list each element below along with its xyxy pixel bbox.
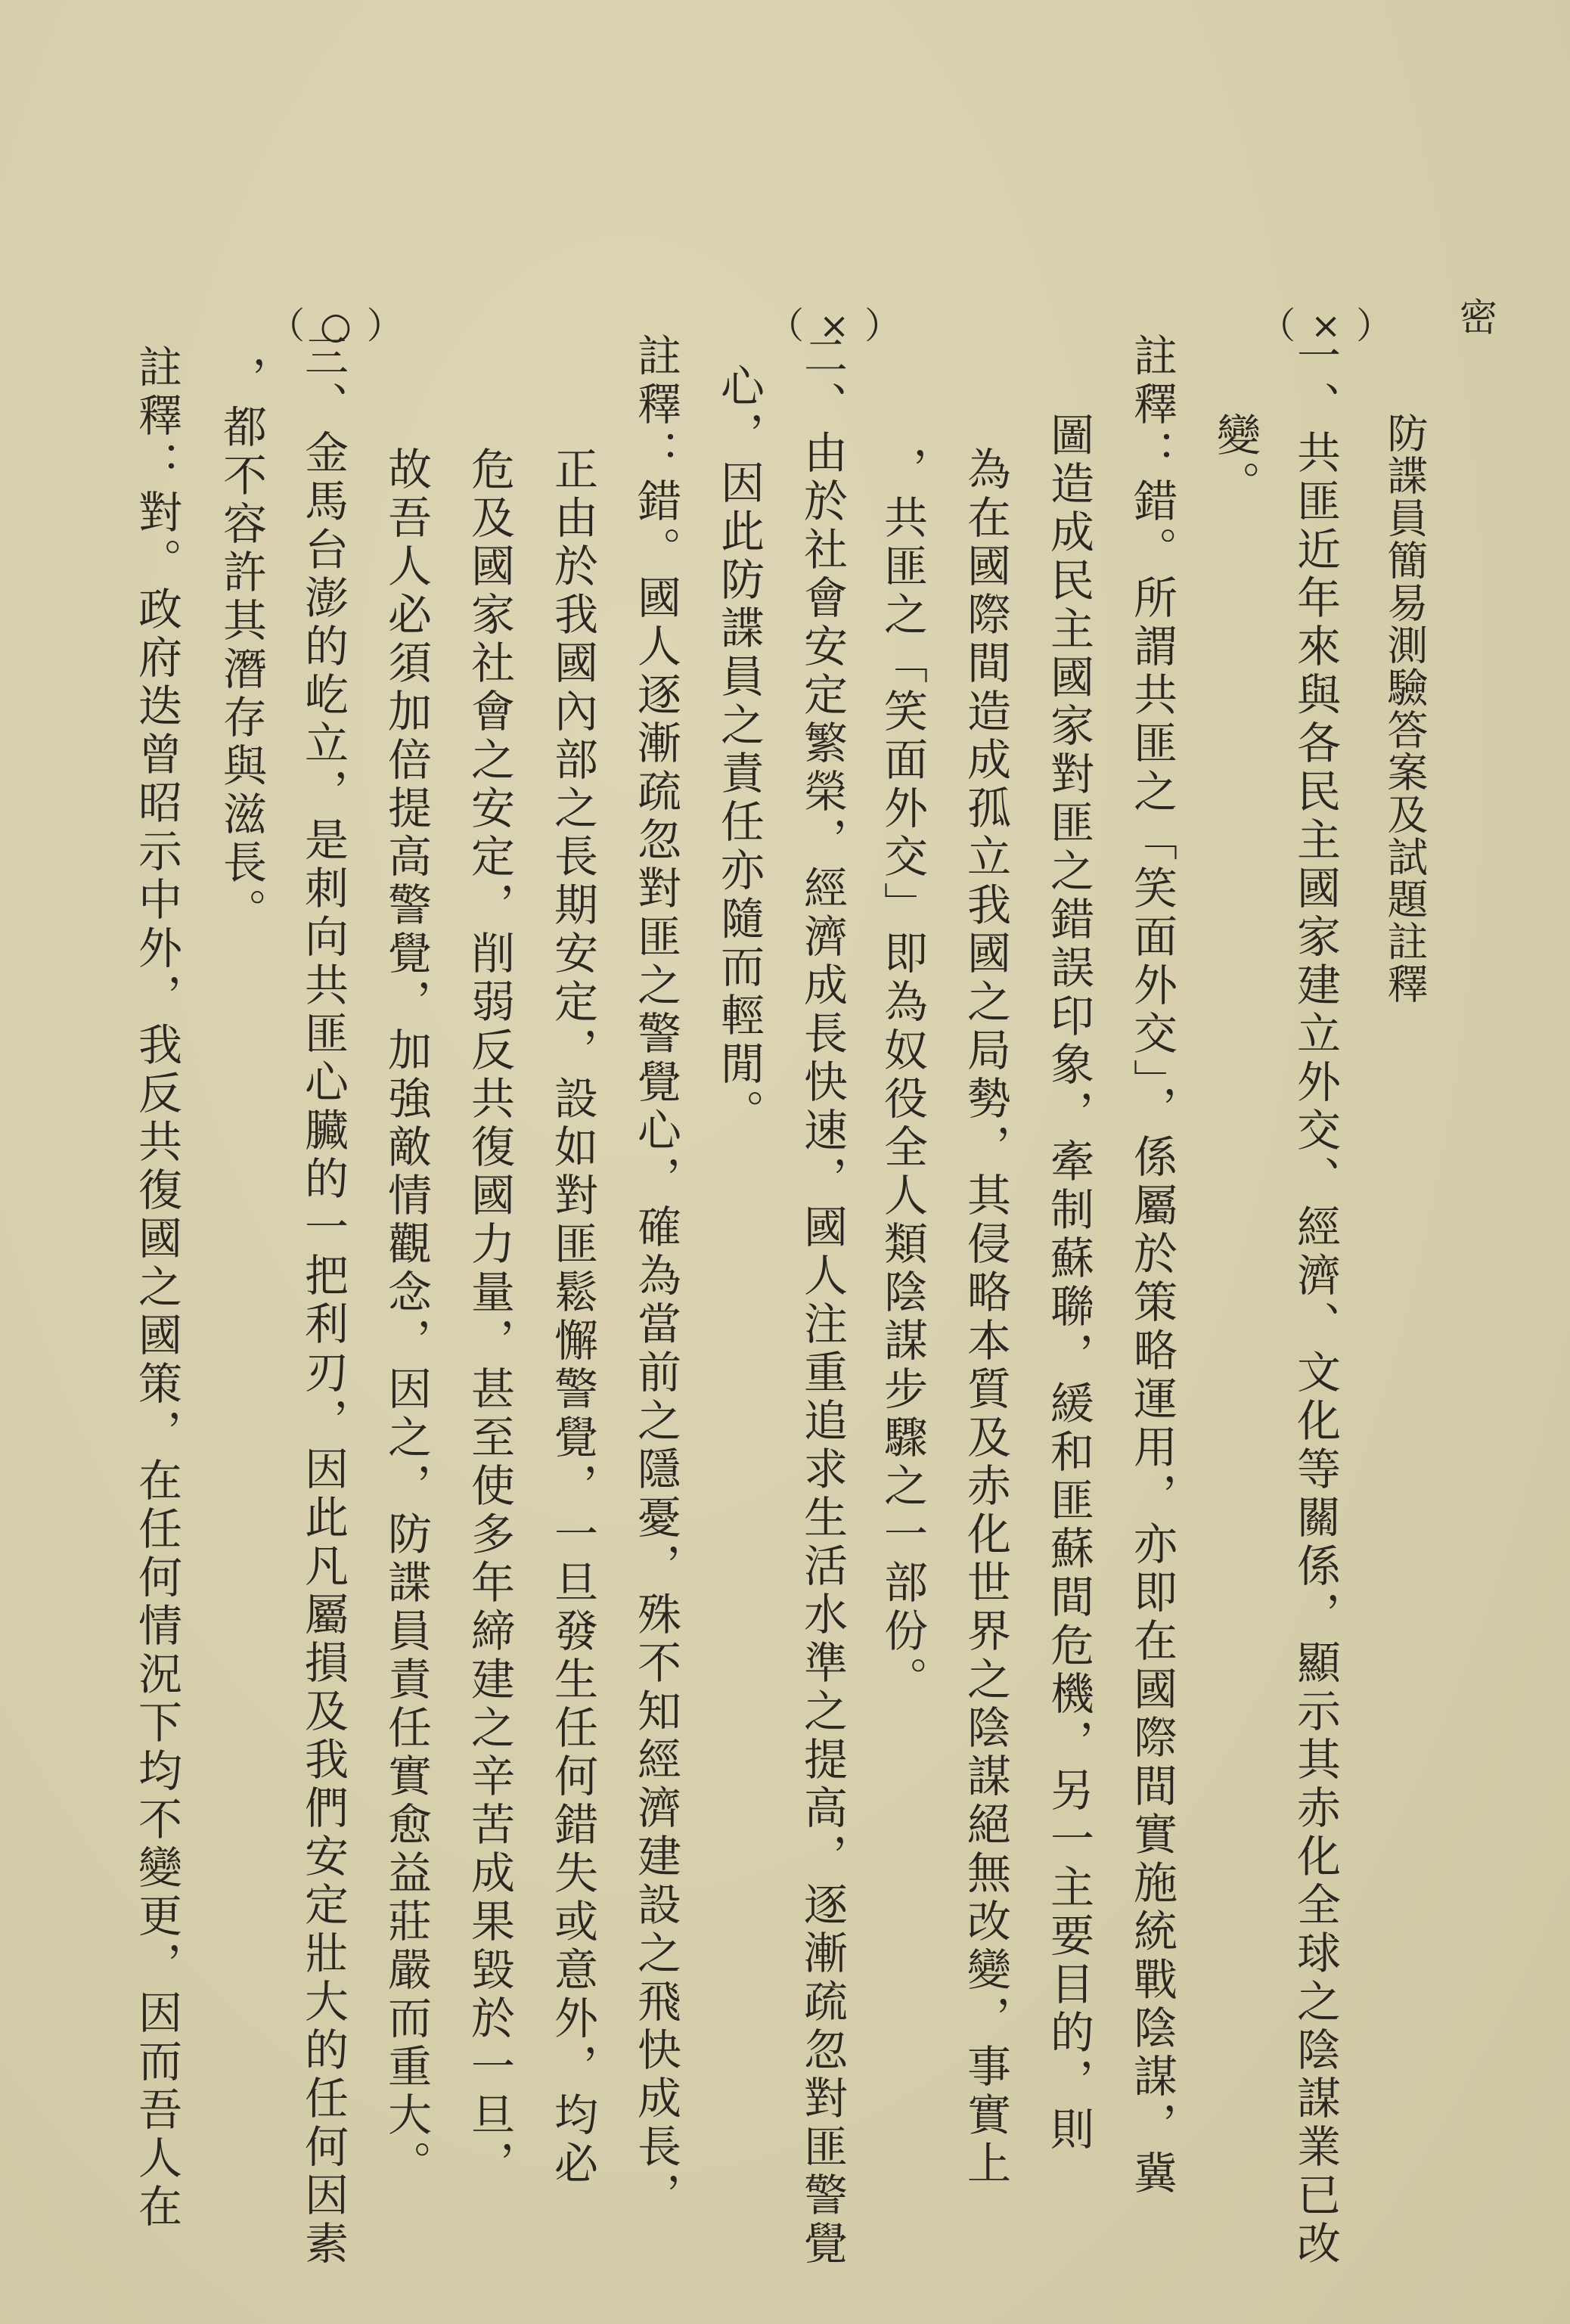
page-title: 防諜員簡易測驗答案及試題註釋 xyxy=(1381,412,1429,1005)
annotation-1-line-1: 註釋：錯。所謂共匪之「笑面外交」，係屬於策略運用，亦即在國際間實施統戰陰謀，冀 xyxy=(1126,333,1178,2198)
answer-mark-1: （×） xyxy=(1259,305,1408,347)
question-1-line-2: 變。 xyxy=(1209,412,1261,509)
annotation-1-line-4: ，共匪之「笑面外交」即為奴役全人類陰謀步驟之一部份。 xyxy=(877,446,928,1705)
annotation-2-line-2: 正由於我國內部之長期安定，設如對匪鬆懈警覺，一旦發生任何錯失或意外，均必 xyxy=(547,446,598,2189)
annotation-1-line-3: 為在國際間造成孤立我國之局勢，其侵略本質及赤化世界之陰謀絕無改變，事實上 xyxy=(960,446,1011,2189)
annotation-1-line-2: 圖造成民主國家對匪之錯誤印象，牽制蘇聯，緩和匪蘇間危機，另一主要目的，則 xyxy=(1043,412,1094,2155)
question-3-line-2: ，都不容許其潛存與滋長。 xyxy=(216,355,267,936)
answer-mark-2: （×） xyxy=(768,305,917,347)
annotation-2-line-4: 故吾人必須加倍提高警覺，加強敵情觀念，因之，防諜員責任實愈益莊嚴而重大。 xyxy=(380,446,432,2189)
question-3-line-1: 三、金馬台澎的屹立，是刺向共匪心臟的一把利刃，因此凡屬損及我們安定壯大的任何因素 xyxy=(297,333,349,2269)
question-2-line-1: 二、由於社會安定繁榮，經濟成長快速，國人注重追求生活水準之提高，逐漸疏忽對匪警覺 xyxy=(796,333,848,2269)
annotation-2-line-3: 危及國家社會之安定，削弱反共復國力量，甚至使多年締建之辛苦成果毀於一旦， xyxy=(464,446,515,2189)
question-1-line-1: 一、共匪近年來與各民主國家建立外交、經濟、文化等關係，顯示其赤化全球之陰謀業已改 xyxy=(1289,333,1341,2269)
answer-mark-3: （○） xyxy=(268,305,418,347)
question-2-line-2: 心，因此防諜員之責任亦隨而輕閒。 xyxy=(713,363,765,1137)
classification-stamp: 密 xyxy=(1460,296,1497,340)
annotation-3-line-1: 註釋：對。政府迭曾昭示中外，我反共復國之國策，在任何情況下均不變更，因而吾人在 xyxy=(131,344,182,2232)
annotation-2-line-1: 註釋：錯。國人逐漸疏忽對匪之警覺心，確為當前之隱憂，殊不知經濟建設之飛快成長， xyxy=(630,333,681,2220)
